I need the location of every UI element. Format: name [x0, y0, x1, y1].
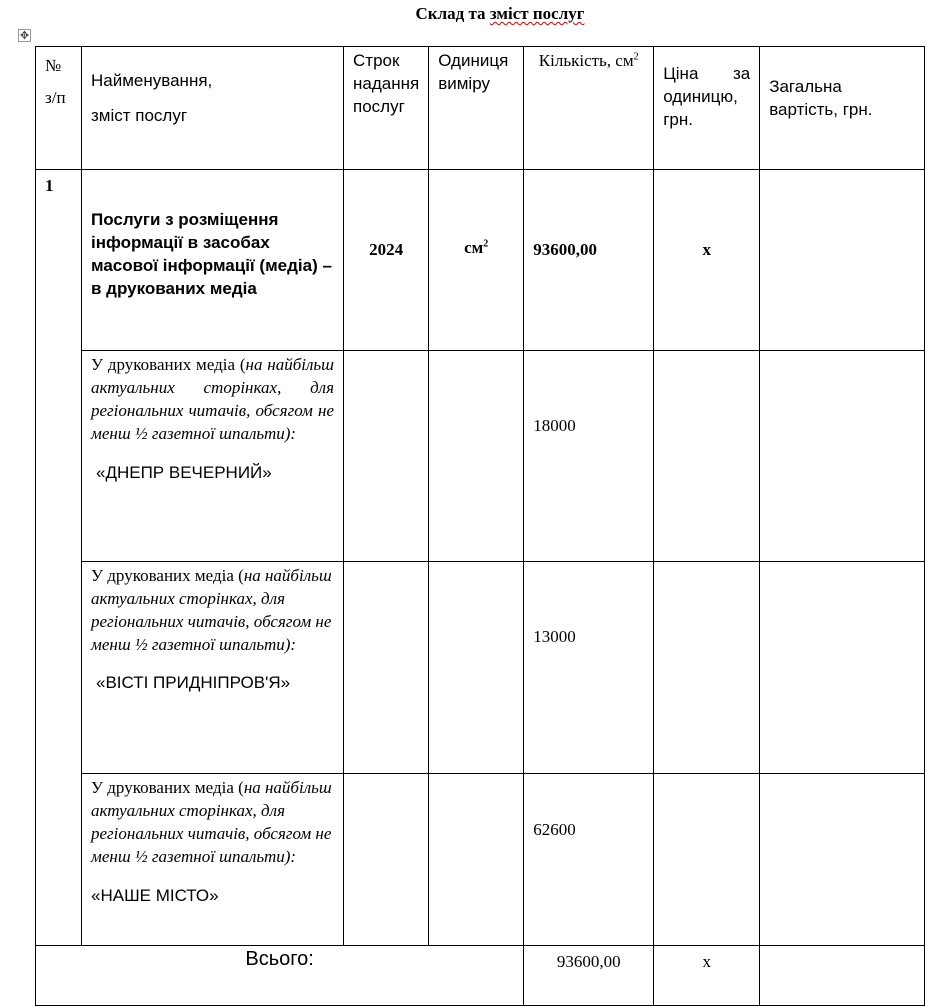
header-price: Ціна за одиницю, грн.: [654, 47, 760, 170]
services-table: [35, 46, 925, 1006]
main-row-term: 2024: [344, 170, 429, 351]
title-text: Склад та: [415, 4, 490, 23]
table-row: [36, 774, 925, 946]
document-title: [0, 4, 931, 24]
sub-row-price: [654, 774, 760, 946]
sub-row-quantity: 62600: [524, 774, 654, 946]
header-name: Найменування, зміст послуг: [82, 47, 344, 170]
main-row-quantity: 93600,00: [524, 170, 654, 351]
table-row: [36, 351, 925, 562]
sub-row-name: У друкованих медіа (на найбільш актуальних сторінках, для регіональних читачів, обсягом не менш ½ газетної шпальти): «ВІСТІ ПРИДНІПРОВ'Я»: [82, 562, 344, 774]
sub-row-price: [654, 562, 760, 774]
sub-row-name: У друкованих медіа (на найбільш актуальних сторінках, для регіональних читачів, обсягом не менш ½ газетної шпальти): «ДНЕПР ВЕЧЕРНИЙ»: [82, 351, 344, 562]
total-price: х: [654, 946, 760, 1006]
main-row-total: [760, 170, 925, 351]
sub-row-quantity: 13000: [524, 562, 654, 774]
sub-row-total: [760, 562, 925, 774]
title-misspelled-text: зміст послуг: [489, 4, 585, 23]
table-move-handle-icon[interactable]: ✥: [19, 29, 30, 42]
sub-row-term: [344, 351, 429, 562]
sub-row-term: [344, 774, 429, 946]
main-row-name: Послуги з розміщення інформації в засобах масової інформації (медіа) – в друкованих медіа: [82, 170, 344, 351]
header-quantity: Кількість, $см^2$: [524, 47, 654, 170]
sub-row-unit: [429, 562, 524, 774]
header-number: № з/п: [36, 47, 82, 170]
total-quantity: 93600,00: [524, 946, 654, 1006]
table-row: [36, 562, 925, 774]
header-unit: Одиниця виміру: [429, 47, 524, 170]
sub-row-unit: [429, 351, 524, 562]
header-row: [36, 47, 925, 170]
sub-row-total: [760, 351, 925, 562]
sub-row-total: [760, 774, 925, 946]
total-sum: [760, 946, 925, 1006]
sub-row-unit: [429, 774, 524, 946]
row-number: 1: [36, 170, 82, 946]
header-term: Строк надання послуг: [344, 47, 429, 170]
sub-row-name: У друкованих медіа (на найбільш актуальних сторінках, для регіональних читачів, обсягом не менш ½ газетної шпальти): «НАШЕ МІСТО»: [82, 774, 344, 946]
total-row: [36, 946, 925, 1006]
total-label-cell: Всього:: [36, 946, 524, 1006]
sub-row-term: [344, 562, 429, 774]
sub-row-quantity: 18000: [524, 351, 654, 562]
main-row-price: х: [654, 170, 760, 351]
header-total: Загальна вартість, грн.: [760, 47, 925, 170]
main-row-unit: $см^2$: [429, 170, 524, 351]
main-row: [36, 170, 925, 351]
sub-row-price: [654, 351, 760, 562]
